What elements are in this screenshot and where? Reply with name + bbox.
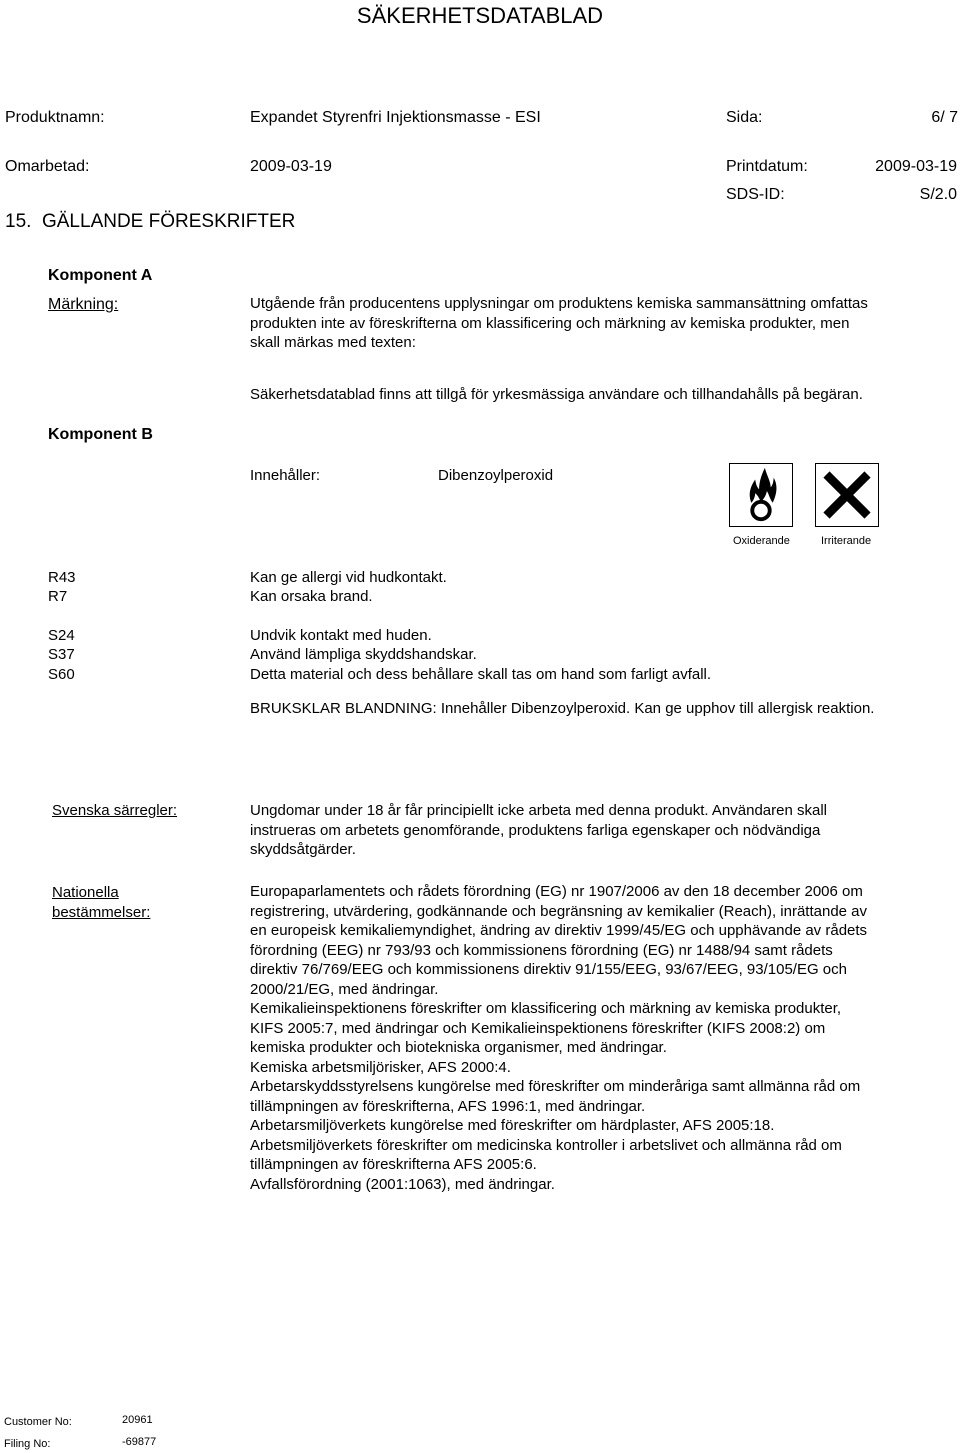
print-date: 2009-03-19: [875, 158, 957, 175]
safety-phrase-text: Undvik kontakt med huden.: [250, 627, 432, 644]
oxidizing-flame-icon: [729, 463, 793, 527]
component-a-heading: Komponent A: [48, 267, 153, 284]
swedish-rules-line: Ungdomar under 18 år får principiellt icke arbeta med denna produkt. Användaren skall: [250, 802, 828, 819]
marking-line: skall märkas med texten:: [250, 334, 416, 351]
contains-label: Innehåller:: [250, 467, 321, 484]
swedish-rules-label: Svenska särregler:: [52, 802, 178, 819]
oxidizing-label: Oxiderande: [733, 535, 790, 547]
sds-availability-note: Säkerhetsdatablad finns att tillgå för yrkesmässiga användare och tillhandahålls på begäran.: [250, 386, 863, 403]
marking-label: Märkning:: [48, 296, 119, 313]
risk-phrase-text: Kan ge allergi vid hudkontakt.: [250, 569, 447, 586]
national-provisions-line: 2000/21/EG, med ändringar.: [250, 980, 439, 998]
contains-substance: Dibenzoylperoxid: [438, 467, 554, 484]
safety-phrase-code: S24: [48, 627, 75, 644]
print-date-label: Printdatum:: [726, 158, 808, 175]
swedish-rules-text: [250, 801, 827, 860]
safety-phrase-text: Använd lämpliga skyddshandskar.: [250, 646, 477, 663]
filing-number: -69877: [122, 1436, 157, 1448]
irritant-cross-icon: [815, 463, 879, 527]
page-label: Sida:: [726, 109, 763, 126]
national-provisions-line: en europeisk kemikaliemyndighet, ändring av direktiv 1999/45/EG och upphävande av rådets: [250, 922, 868, 939]
marking-text: [250, 294, 868, 353]
national-provisions-line: tillämpningen av föreskrifterna AFS 2005:6.: [250, 1156, 537, 1173]
mixture-note: BRUKSKLAR BLANDNING: Innehåller Dibenzoylperoxid. Kan ge upphov till allergisk reaktion.: [250, 700, 875, 717]
national-provisions-line: registrering, utvärdering, godkännande och begränsning av kemikalier (Reach), inrättande av: [250, 902, 868, 920]
risk-phrase-text: Kan orsaka brand.: [250, 588, 373, 605]
page-number: 6/ 7: [931, 109, 958, 126]
product-label: Produktnamn:: [5, 109, 105, 126]
risk-phrase-code: R7: [48, 588, 68, 605]
customer-number: 20961: [122, 1414, 153, 1426]
swedish-rules-line: instrueras om arbetets genomförande, produktens farliga egenskaper och nödvändiga: [250, 821, 821, 839]
national-provisions-line: direktiv 76/769/EEG och kommissionens direktiv 91/155/EEG, 93/67/EEG, 93/105/EG och: [250, 961, 847, 978]
national-provisions-line: tillämpningen av föreskrifterna, AFS 1996:1, med ändringar.: [250, 1097, 646, 1115]
national-provisions-label-line: Nationella: [52, 884, 119, 901]
component-b-heading: Komponent B: [48, 426, 153, 443]
national-provisions-line: kemiska produkter och biotekniska organismer, med ändringar.: [250, 1039, 667, 1056]
section-heading: [5, 210, 295, 234]
safety-phrase-code: S37: [48, 646, 75, 663]
national-provisions-label-line: bestämmelser:: [52, 903, 151, 921]
national-provisions-line: Avfallsförordning (2001:1063), med ändringar.: [250, 1175, 555, 1193]
national-provisions-line: Arbetsmiljöverkets föreskrifter om medicinska kontroller i arbetslivet och allmänna råd om: [250, 1136, 842, 1154]
marking-line: produkten inte av föreskrifterna om klassificering och märkning av kemiska produkter, men: [250, 314, 850, 332]
oxidizing-flame-icon-graphic: [730, 464, 792, 526]
section-title: GÄLLANDE FÖRESKRIFTER: [41, 211, 296, 232]
product-name: Expandet Styrenfri Injektionsmasse - ESI: [250, 109, 541, 126]
national-provisions-text: [250, 882, 867, 1194]
national-provisions-line: Arbetarsmiljöverkets kungörelse med föreskrifter om härdplaster, AFS 2005:18.: [250, 1117, 775, 1134]
irritant-cross-icon-graphic: [816, 464, 878, 526]
section-number: 15.: [5, 211, 32, 232]
safety-phrase-text: Detta material och dess behållare skall tas om hand som farligt avfall.: [250, 666, 712, 683]
sds-id: S/2.0: [919, 186, 957, 203]
sds-id-label: SDS-ID:: [726, 186, 785, 203]
national-provisions-line: Kemiska arbetsmiljörisker, AFS 2000:4.: [250, 1058, 511, 1076]
risk-phrase-code: R43: [48, 569, 76, 586]
national-provisions-line: Kemikalieinspektionens föreskrifter om klassificering och märkning av kemiska produkter,: [250, 1000, 842, 1017]
document-title: SÄKERHETSDATABLAD: [356, 3, 604, 28]
irritant-label: Irriterande: [821, 535, 872, 547]
safety-phrase-code: S60: [48, 666, 75, 683]
filing-number-label: Filing No:: [4, 1438, 51, 1450]
revised-label: Omarbetad:: [5, 158, 90, 175]
national-provisions-label: [52, 883, 150, 922]
marking-line: Utgående från producentens upplysningar om produktens kemiska sammansättning omfattas: [250, 295, 868, 312]
national-provisions-line: KIFS 2005:7, med ändringar och Kemikalieinspektionens föreskrifter (KIFS 2008:2) om: [250, 1019, 826, 1037]
national-provisions-line: Arbetarskyddsstyrelsens kungörelse med föreskrifter om minderåriga samt allmänna råd om: [250, 1078, 861, 1095]
customer-number-label: Customer No:: [4, 1416, 72, 1428]
revised-date: 2009-03-19: [250, 158, 332, 175]
national-provisions-line: förordning (EEG) nr 793/93 och kommissionens förordning (EG) nr 1488/94 samt rådets: [250, 941, 833, 959]
swedish-rules-line: skyddsåtgärder.: [250, 841, 356, 858]
national-provisions-line: Europaparlamentets och rådets förordning (EG) nr 1907/2006 av den 18 december 2006 om: [250, 883, 863, 900]
